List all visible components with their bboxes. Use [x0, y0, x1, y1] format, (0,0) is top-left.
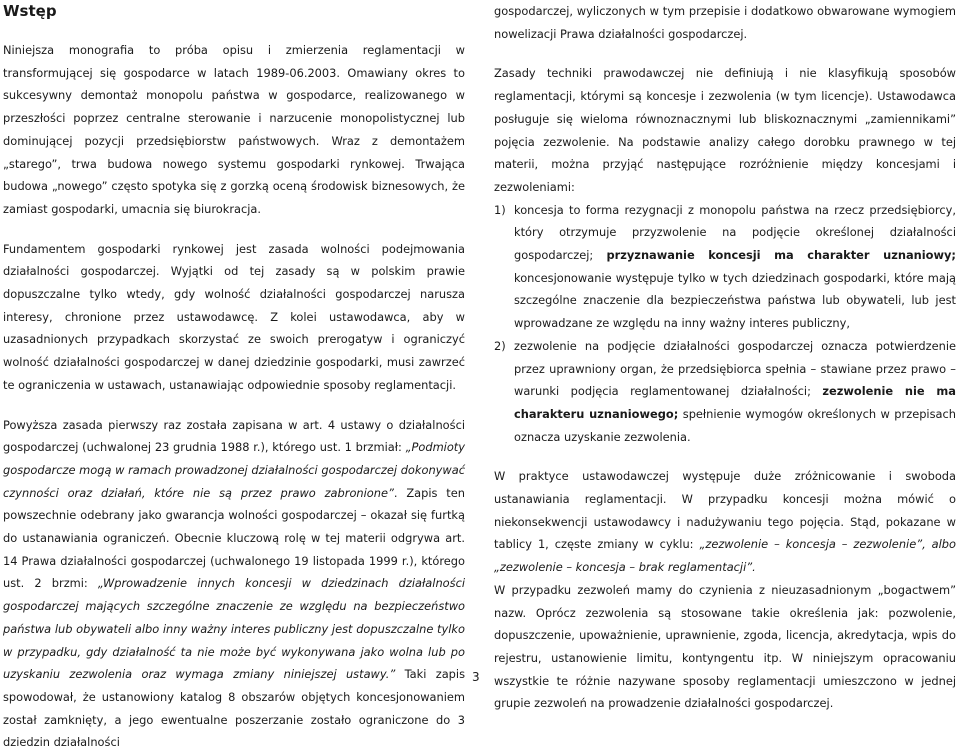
- concession-text: koncesja to forma rezygnacji z monopolu państwa na rzecz przedsiębiorcy, który otrzymuje przyzwolenie na podjęcie określonej działalności gospodarczej;: [514, 202, 956, 263]
- list-number: 1): [494, 202, 506, 217]
- practice-text: W praktyce ustawodawczej występuje duże zróżnicowanie i swoboda ustanawiania reglamentacji. W przypadku koncesji można mówić o niekonsekwencji ustawodawcy i nadużywaniu tego pojęcia. Stąd, pokazane w tablicy 1, częste zmiany w cyklu:: [494, 469, 956, 552]
- concession-text-2: koncesjonowanie występuje tylko w tych dziedzinach gospodarki, które mają szczególne znaczenie dla bezpieczeństwa państwa lub obywateli, lub jest wprowadzane ze względu na inny ważny interes publiczny,: [514, 270, 956, 331]
- page-number: 3: [472, 670, 480, 684]
- concession-bold: przyznawanie koncesji ma charakter uznaniowy;: [606, 248, 956, 263]
- history-text-2: . Zapis ten powszechnie odebrany jako gwarancja wolności gospodarczej – okazał się furtką do ustanawiania ograniczeń. Obecnie kluczową rolę w tej materii odgrywa art. 14 Prawa działalności gospodarczej (uchwalonego 19 listopada 1999 r.), którego ust. 2 brzmi:: [3, 485, 466, 591]
- list-item: [494, 335, 956, 449]
- principle-paragraph: Fundamentem gospodarki rynkowej jest zasada wolności podejmowania działalności gospodarczej. Wyjątki od tej zasady są w polskim prawie dopuszczalne tylko wtedy, gdy wolność działalności gospodarczej narusza interesy, chronione przez ustawodawcę. Z kolei ustawodawca, aby w uzasadnionych przypadkach skorzystać ze swoich prerogatyw i ograniczyć wolność działalności gospodarczej w danej dziedzinie gospodarki, musi zawrzeć te ograniczenia w ustawach, ustanawiając odpowiednie sposoby reglamentacji.: [3, 241, 465, 392]
- quote-art4: „Podmioty gospodarcze mogą w ramach prowadzonej działalności gospodarczej dokonywać czynności oraz działań, które nie są przez prawo zabronione”: [3, 440, 465, 500]
- continuation-paragraph: gospodarczej, wyliczonych w tym przepisie i dodatkowo obwarowane wymogiem nowelizacji Prawa działalności gospodarczej.: [494, 4, 956, 41]
- cycle-quote: „zezwolenie – koncesja – zezwolenie”, albo „zezwolenie – koncesja – brak reglamentacji”.: [494, 537, 957, 575]
- history-paragraph: [3, 414, 465, 754]
- section-heading: Wstęp: [3, 2, 57, 20]
- permit-bold: zezwolenie nie ma charakteru uznaniowego;: [514, 384, 956, 421]
- practice-paragraph: [494, 465, 956, 579]
- definitions-list: [494, 199, 956, 449]
- intro-paragraph: Niniejsza monografia to próba opisu i zmierzenia reglamentacji w transformującej się gospodarce w latach 1989-06.2003. Omawiany okres to sukcesywny demontaż monopolu państwa w gospodarce, realizowanego w przeszłości poprzez centralne sterowanie i narzucenie monopolistycznej lub dominującej pozycji przedsiębiorstw państwowych. Wraz z demontażem „starego”, trwa budowa nowego systemu gospodarki rynkowej. Trwająca budowa „nowego” często spotyka się z gorzką oceną środowisk biznesowych, że zamiast gospodarki, umacnia się biurokracja.: [3, 43, 465, 216]
- right-column: [494, 0, 956, 715]
- list-item: [494, 199, 956, 335]
- names-paragraph: W przypadku zezwoleń mamy do czynienia z nieuzasadnionym „bogactwem” nazw. Oprócz zezwolenia są stosowane takie określenia jak: pozwolenie, dopuszczenie, upoważnienie, uprawnienie, zgoda, licencja, akredytacja, wpis do rejestru, ustanowienie limitu, kontyngentu itp. W niniejszym opracowaniu wszystkie te różnie nazywane sposoby reglamentacji umieszczono w jednej grupie zezwoleń na prowadzenie działalności gospodarczej.: [494, 582, 956, 711]
- permit-text-2: spełnienie wymogów określonych w przepisach oznacza uzyskanie zezwolenia.: [514, 406, 956, 444]
- history-text-3: Taki zapis spowodował, że ustanowiony katalog 8 obszarów objętych koncesjonowaniem został zamknięty, a jego ewentualne poszerzanie zostało ograniczone do 3 dziedzin działalności: [3, 667, 465, 750]
- history-text-1: Powyższa zasada pierwszy raz została zapisana w art. 4 ustawy o działalności gospodarczej (uchwalonej 23 grudnia 1988 r.), którego ust. 1 brzmiał:: [3, 417, 465, 455]
- list-number: 2): [494, 338, 506, 353]
- definitions-paragraph: Zasady techniki prawodawczej nie definiują i nie klasyfikują sposobów reglamentacji, którymi są koncesje i zezwolenia (w tym licencje). Ustawodawca posługuje się wieloma równoznacznymi lub bliskoznacznymi „zamiennikami” pojęcia zezwolenie. Na podstawie analizy całego dorobku prawnego w tej materii, można przyjąć następujące rozróżnienie między koncesjami i zezwoleniami:: [494, 66, 956, 194]
- left-column: [3, 0, 465, 754]
- permit-text: zezwolenie na podjęcie działalności gospodarczej oznacza potwierdzenie przez uprawniony organ, że przedsiębiorca spełnia – stawiane przez prawo – warunki podjęcia reglamentowanej działalności;: [514, 338, 956, 399]
- quote-art14: „Wprowadzenie innych koncesji w dziedzinach działalności gospodarczej mających szczególne znaczenie ze względu na bezpieczeństwo państwa lub obywateli albo inny ważny interes publiczny jest dopuszczalne tylko w przypadku, gdy działalność ta nie może być wykonywana jako wolna lub po uzyskaniu zezwolenia oraz wymaga zmiany niniejszej ustawy.”: [3, 576, 465, 682]
